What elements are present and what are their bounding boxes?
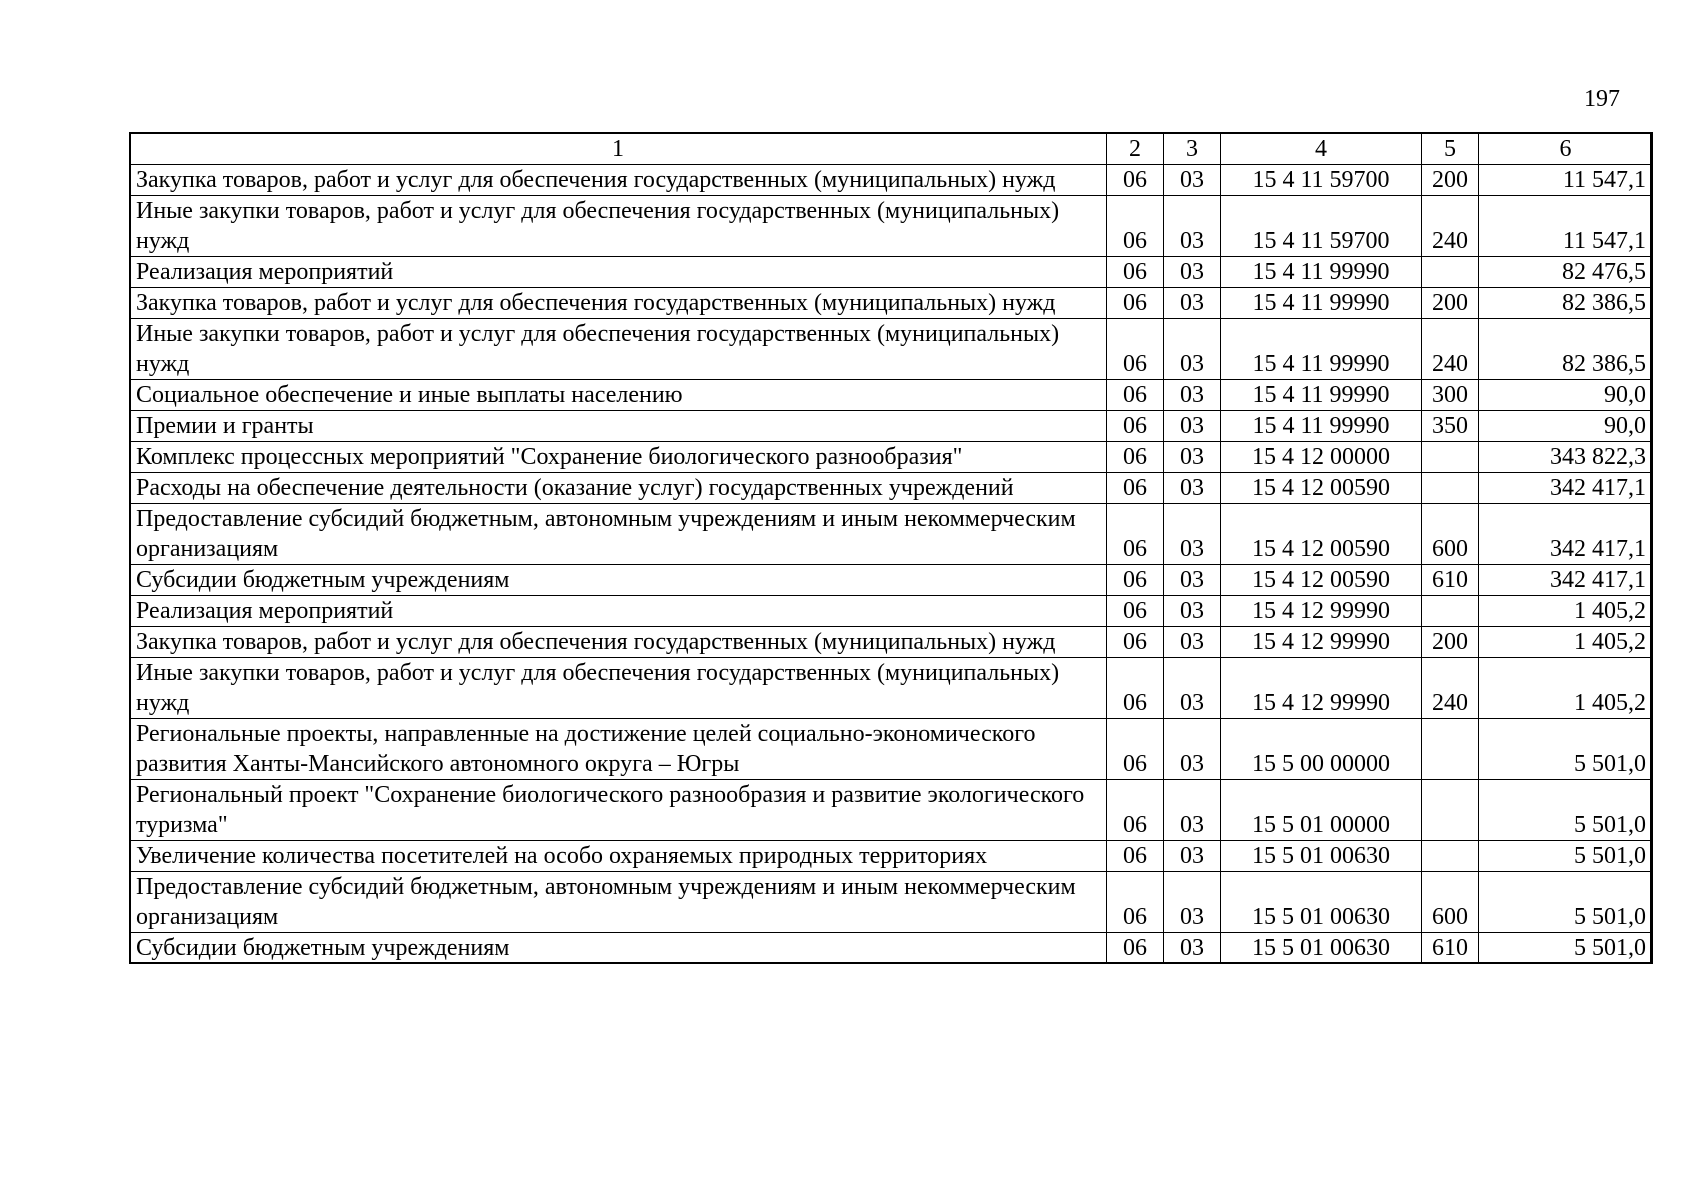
cell-name: Расходы на обеспечение деятельности (оказание услуг) государственных учреждений bbox=[130, 473, 1107, 504]
cell-amount: 82 386,5 bbox=[1479, 319, 1653, 380]
cell-expense-type: 240 bbox=[1422, 196, 1479, 257]
cell-section: 06 bbox=[1107, 841, 1164, 872]
cell-section: 06 bbox=[1107, 473, 1164, 504]
cell-name: Предоставление субсидий бюджетным, автономным учреждениям и иным некоммерческим организациям bbox=[130, 872, 1107, 933]
table-row bbox=[130, 196, 1653, 257]
cell-expense-type: 350 bbox=[1422, 411, 1479, 442]
cell-name: Субсидии бюджетным учреждениям bbox=[130, 933, 1107, 964]
table-row bbox=[130, 565, 1653, 596]
cell-expense-type: 610 bbox=[1422, 565, 1479, 596]
cell-section: 06 bbox=[1107, 288, 1164, 319]
cell-section: 06 bbox=[1107, 933, 1164, 964]
cell-expense-type bbox=[1422, 780, 1479, 841]
cell-subsection: 03 bbox=[1164, 288, 1221, 319]
cell-expense-type: 240 bbox=[1422, 319, 1479, 380]
cell-expense-type bbox=[1422, 719, 1479, 780]
cell-expense-type bbox=[1422, 442, 1479, 473]
cell-amount: 82 476,5 bbox=[1479, 257, 1653, 288]
cell-amount: 1 405,2 bbox=[1479, 627, 1653, 658]
table-row bbox=[130, 165, 1653, 196]
cell-target-article: 15 4 11 99990 bbox=[1221, 319, 1422, 380]
cell-section: 06 bbox=[1107, 165, 1164, 196]
cell-section: 06 bbox=[1107, 780, 1164, 841]
cell-amount: 343 822,3 bbox=[1479, 442, 1653, 473]
cell-amount: 82 386,5 bbox=[1479, 288, 1653, 319]
cell-amount: 11 547,1 bbox=[1479, 165, 1653, 196]
cell-name: Субсидии бюджетным учреждениям bbox=[130, 565, 1107, 596]
column-header-target-article: 4 bbox=[1221, 133, 1422, 165]
cell-expense-type: 600 bbox=[1422, 872, 1479, 933]
cell-target-article: 15 5 00 00000 bbox=[1221, 719, 1422, 780]
cell-amount: 5 501,0 bbox=[1479, 872, 1653, 933]
cell-section: 06 bbox=[1107, 380, 1164, 411]
cell-expense-type: 600 bbox=[1422, 504, 1479, 565]
cell-section: 06 bbox=[1107, 719, 1164, 780]
cell-expense-type: 300 bbox=[1422, 380, 1479, 411]
cell-amount: 1 405,2 bbox=[1479, 658, 1653, 719]
cell-subsection: 03 bbox=[1164, 442, 1221, 473]
cell-subsection: 03 bbox=[1164, 596, 1221, 627]
cell-amount: 5 501,0 bbox=[1479, 780, 1653, 841]
cell-target-article: 15 4 11 99990 bbox=[1221, 411, 1422, 442]
cell-subsection: 03 bbox=[1164, 380, 1221, 411]
table-body bbox=[130, 165, 1653, 964]
cell-subsection: 03 bbox=[1164, 933, 1221, 964]
cell-amount: 342 417,1 bbox=[1479, 565, 1653, 596]
cell-section: 06 bbox=[1107, 565, 1164, 596]
cell-subsection: 03 bbox=[1164, 627, 1221, 658]
cell-expense-type bbox=[1422, 596, 1479, 627]
cell-name: Закупка товаров, работ и услуг для обеспечения государственных (муниципальных) нужд bbox=[130, 627, 1107, 658]
cell-name: Закупка товаров, работ и услуг для обеспечения государственных (муниципальных) нужд bbox=[130, 165, 1107, 196]
cell-name: Комплекс процессных мероприятий "Сохранение биологического разнообразия" bbox=[130, 442, 1107, 473]
cell-target-article: 15 4 12 00000 bbox=[1221, 442, 1422, 473]
cell-target-article: 15 4 11 59700 bbox=[1221, 165, 1422, 196]
cell-name: Реализация мероприятий bbox=[130, 596, 1107, 627]
cell-amount: 342 417,1 bbox=[1479, 473, 1653, 504]
cell-subsection: 03 bbox=[1164, 565, 1221, 596]
cell-section: 06 bbox=[1107, 658, 1164, 719]
cell-target-article: 15 5 01 00630 bbox=[1221, 841, 1422, 872]
table-row bbox=[130, 841, 1653, 872]
cell-target-article: 15 4 11 59700 bbox=[1221, 196, 1422, 257]
cell-name: Реализация мероприятий bbox=[130, 257, 1107, 288]
table-header bbox=[130, 133, 1653, 165]
cell-subsection: 03 bbox=[1164, 658, 1221, 719]
cell-subsection: 03 bbox=[1164, 319, 1221, 380]
cell-name: Иные закупки товаров, работ и услуг для обеспечения государственных (муниципальных) нужд bbox=[130, 319, 1107, 380]
cell-subsection: 03 bbox=[1164, 841, 1221, 872]
cell-target-article: 15 4 11 99990 bbox=[1221, 380, 1422, 411]
cell-amount: 342 417,1 bbox=[1479, 504, 1653, 565]
cell-name: Премии и гранты bbox=[130, 411, 1107, 442]
table-row bbox=[130, 473, 1653, 504]
cell-section: 06 bbox=[1107, 257, 1164, 288]
cell-section: 06 bbox=[1107, 872, 1164, 933]
budget-table bbox=[129, 132, 1653, 964]
cell-section: 06 bbox=[1107, 504, 1164, 565]
table-row bbox=[130, 442, 1653, 473]
table-row bbox=[130, 872, 1653, 933]
cell-subsection: 03 bbox=[1164, 411, 1221, 442]
cell-target-article: 15 5 01 00000 bbox=[1221, 780, 1422, 841]
cell-name: Региональный проект "Сохранение биологического разнообразия и развитие экологического туризма" bbox=[130, 780, 1107, 841]
cell-section: 06 bbox=[1107, 596, 1164, 627]
cell-target-article: 15 4 12 00590 bbox=[1221, 473, 1422, 504]
cell-expense-type bbox=[1422, 473, 1479, 504]
cell-target-article: 15 4 11 99990 bbox=[1221, 288, 1422, 319]
table-row bbox=[130, 257, 1653, 288]
column-header-amount: 6 bbox=[1479, 133, 1653, 165]
table-row bbox=[130, 288, 1653, 319]
cell-amount: 5 501,0 bbox=[1479, 933, 1653, 964]
cell-target-article: 15 4 12 99990 bbox=[1221, 658, 1422, 719]
cell-target-article: 15 5 01 00630 bbox=[1221, 872, 1422, 933]
cell-subsection: 03 bbox=[1164, 872, 1221, 933]
table-row bbox=[130, 627, 1653, 658]
column-header-expense-type: 5 bbox=[1422, 133, 1479, 165]
table-row bbox=[130, 380, 1653, 411]
cell-target-article: 15 5 01 00630 bbox=[1221, 933, 1422, 964]
cell-subsection: 03 bbox=[1164, 473, 1221, 504]
column-header-name: 1 bbox=[130, 133, 1107, 165]
column-header-subsection: 3 bbox=[1164, 133, 1221, 165]
cell-expense-type: 240 bbox=[1422, 658, 1479, 719]
table-row bbox=[130, 780, 1653, 841]
cell-amount: 1 405,2 bbox=[1479, 596, 1653, 627]
cell-expense-type: 200 bbox=[1422, 288, 1479, 319]
cell-amount: 90,0 bbox=[1479, 380, 1653, 411]
cell-name: Предоставление субсидий бюджетным, автономным учреждениям и иным некоммерческим организациям bbox=[130, 504, 1107, 565]
cell-section: 06 bbox=[1107, 196, 1164, 257]
cell-name: Социальное обеспечение и иные выплаты населению bbox=[130, 380, 1107, 411]
cell-expense-type: 200 bbox=[1422, 627, 1479, 658]
cell-amount: 90,0 bbox=[1479, 411, 1653, 442]
cell-target-article: 15 4 11 99990 bbox=[1221, 257, 1422, 288]
column-header-section: 2 bbox=[1107, 133, 1164, 165]
cell-section: 06 bbox=[1107, 627, 1164, 658]
cell-target-article: 15 4 12 00590 bbox=[1221, 504, 1422, 565]
cell-expense-type bbox=[1422, 257, 1479, 288]
cell-section: 06 bbox=[1107, 442, 1164, 473]
cell-section: 06 bbox=[1107, 411, 1164, 442]
page-number: 197 bbox=[1584, 86, 1620, 112]
cell-subsection: 03 bbox=[1164, 780, 1221, 841]
cell-name: Иные закупки товаров, работ и услуг для обеспечения государственных (муниципальных) нужд bbox=[130, 658, 1107, 719]
cell-name: Увеличение количества посетителей на особо охраняемых природных территориях bbox=[130, 841, 1107, 872]
cell-subsection: 03 bbox=[1164, 257, 1221, 288]
cell-section: 06 bbox=[1107, 319, 1164, 380]
table-row bbox=[130, 933, 1653, 964]
cell-expense-type: 200 bbox=[1422, 165, 1479, 196]
cell-name: Иные закупки товаров, работ и услуг для обеспечения государственных (муниципальных) нужд bbox=[130, 196, 1107, 257]
cell-amount: 11 547,1 bbox=[1479, 196, 1653, 257]
cell-name: Региональные проекты, направленные на достижение целей социально-экономического развития Ханты-Мансийского автономного округа – Югры bbox=[130, 719, 1107, 780]
table-row bbox=[130, 504, 1653, 565]
cell-subsection: 03 bbox=[1164, 504, 1221, 565]
cell-target-article: 15 4 12 00590 bbox=[1221, 565, 1422, 596]
table-row bbox=[130, 596, 1653, 627]
cell-subsection: 03 bbox=[1164, 719, 1221, 780]
cell-amount: 5 501,0 bbox=[1479, 841, 1653, 872]
cell-subsection: 03 bbox=[1164, 165, 1221, 196]
table-row bbox=[130, 411, 1653, 442]
header-row bbox=[130, 133, 1653, 165]
table-row bbox=[130, 658, 1653, 719]
cell-name: Закупка товаров, работ и услуг для обеспечения государственных (муниципальных) нужд bbox=[130, 288, 1107, 319]
cell-expense-type: 610 bbox=[1422, 933, 1479, 964]
cell-target-article: 15 4 12 99990 bbox=[1221, 596, 1422, 627]
cell-subsection: 03 bbox=[1164, 196, 1221, 257]
table-row bbox=[130, 719, 1653, 780]
cell-expense-type bbox=[1422, 841, 1479, 872]
cell-amount: 5 501,0 bbox=[1479, 719, 1653, 780]
cell-target-article: 15 4 12 99990 bbox=[1221, 627, 1422, 658]
table-row bbox=[130, 319, 1653, 380]
